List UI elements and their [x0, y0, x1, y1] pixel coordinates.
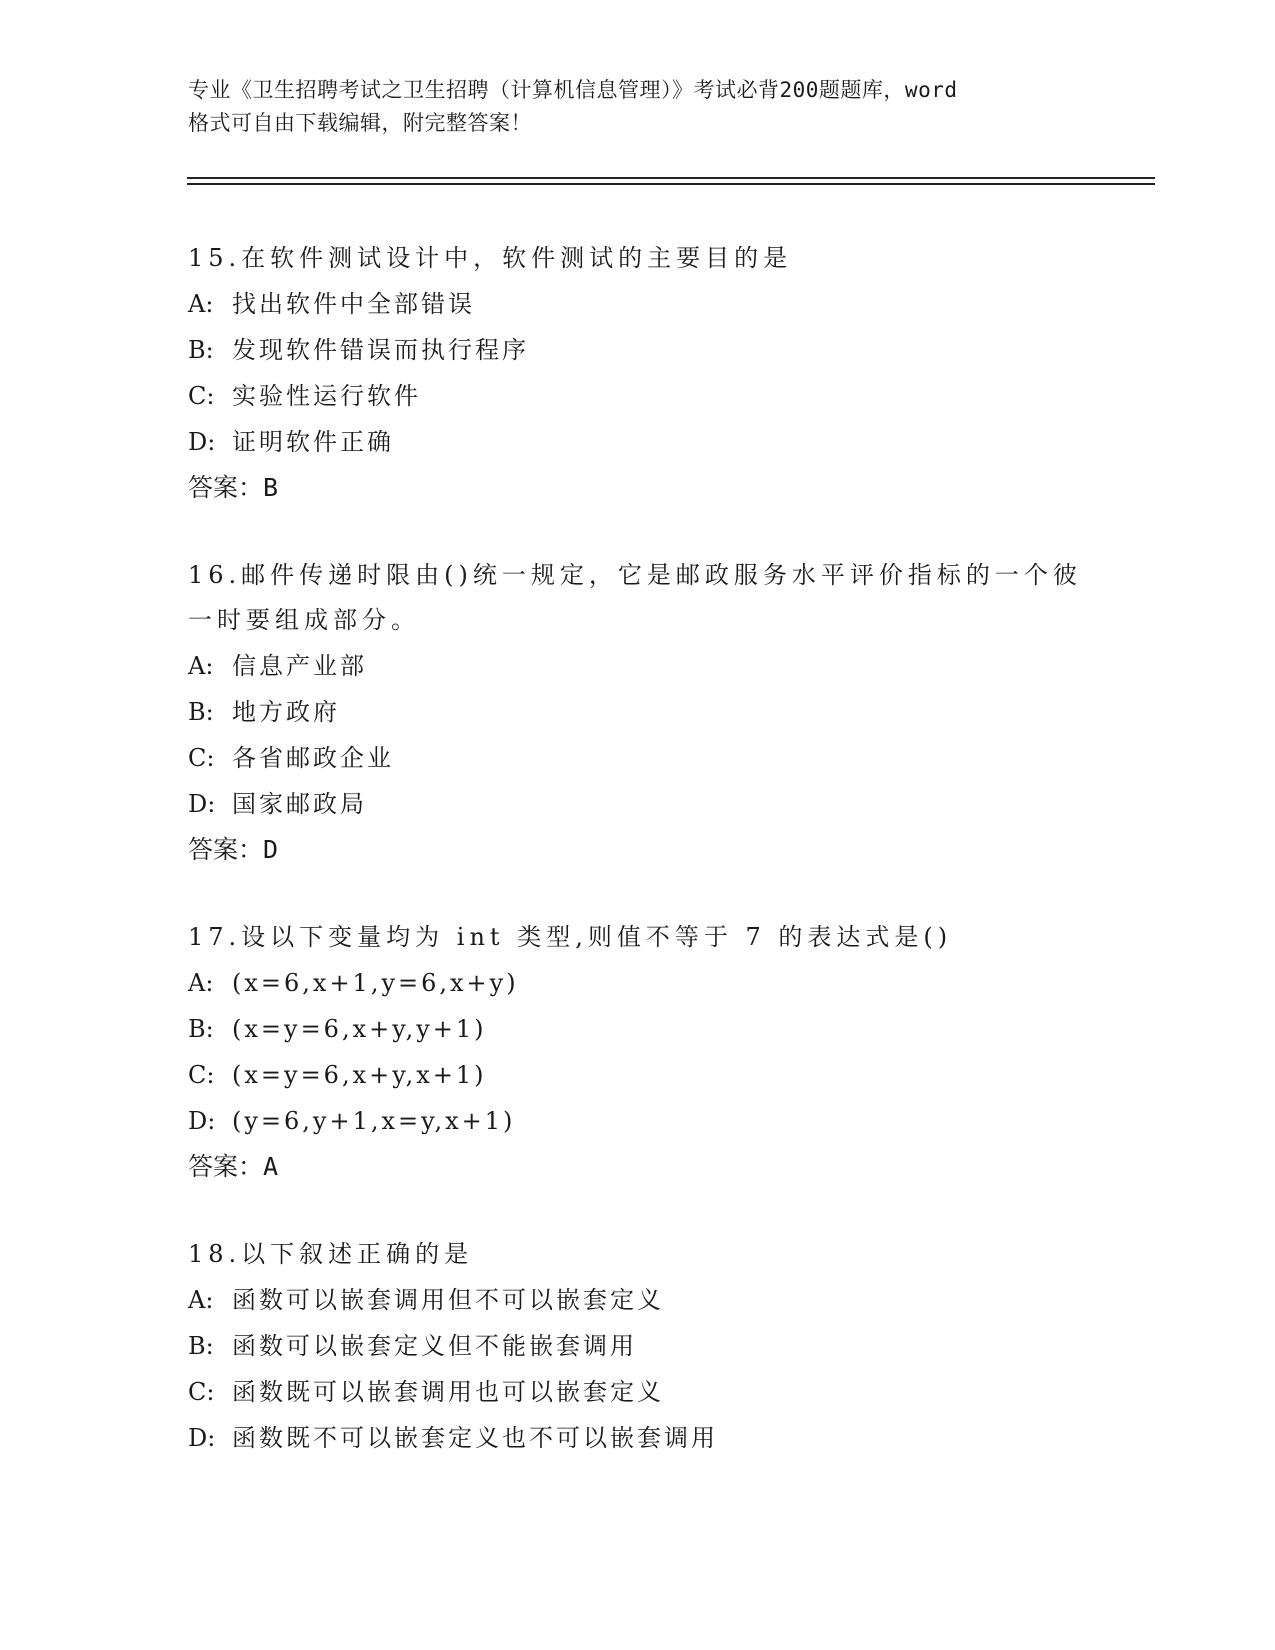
option-c: [188, 1052, 1088, 1098]
option-text: (x=y=6,x+y,y+1): [232, 1015, 487, 1043]
question-list: [188, 236, 1088, 1503]
option-text: 函数既不可以嵌套定义也不可以嵌套调用: [232, 1424, 718, 1452]
option-text: 发现软件错误而执行程序: [232, 336, 529, 364]
option-text: (x=6,x+1,y=6,x+y): [232, 969, 519, 997]
question-text: 18.以下叙述正确的是: [188, 1240, 474, 1268]
option-letter: B:: [188, 698, 214, 726]
option-text: 证明软件正确: [232, 428, 394, 456]
option-text: 函数可以嵌套调用但不可以嵌套定义: [232, 1286, 664, 1314]
header-divider-bottom: [187, 183, 1155, 185]
option-letter: A:: [188, 969, 214, 997]
option-d: [188, 1415, 1088, 1461]
option-b: [188, 1006, 1088, 1052]
answer-label: 答案：B: [188, 473, 279, 502]
option-letter: B:: [188, 336, 214, 364]
option-text: 信息产业部: [232, 652, 367, 680]
option-letter: C:: [188, 1061, 215, 1089]
question-15: [188, 236, 1088, 511]
answer-label: 答案：D: [188, 835, 279, 864]
option-a: [188, 643, 1088, 689]
header-divider-top: [187, 177, 1155, 179]
question-17: [188, 915, 1088, 1190]
option-letter: A:: [188, 1286, 214, 1314]
question-text: 16.邮件传递时限由()统一规定，它是邮政服务水平评价指标的一个彼 一时要组成部分。: [188, 561, 1082, 634]
option-a: [188, 960, 1088, 1006]
option-d: [188, 1098, 1088, 1144]
option-letter: B:: [188, 1015, 214, 1043]
option-text: 各省邮政企业: [232, 744, 394, 772]
option-letter: D:: [188, 1107, 216, 1135]
option-letter: C:: [188, 744, 215, 772]
option-c: [188, 735, 1088, 781]
option-letter: D:: [188, 428, 216, 456]
option-text: 实验性运行软件: [232, 382, 421, 410]
option-text: 国家邮政局: [232, 790, 367, 818]
question-18: [188, 1232, 1088, 1461]
option-letter: A:: [188, 652, 214, 680]
option-b: [188, 327, 1088, 373]
option-text: (x=y=6,x+y,x+1): [232, 1061, 487, 1089]
answer-label: 答案：A: [188, 1152, 279, 1181]
option-letter: B:: [188, 1332, 214, 1360]
option-b: [188, 689, 1088, 735]
option-letter: C:: [188, 382, 215, 410]
option-c: [188, 1369, 1088, 1415]
question-text: 17.设以下变量均为 int 类型,则值不等于 7 的表达式是(): [188, 923, 953, 951]
option-letter: D:: [188, 790, 216, 818]
option-letter: D:: [188, 1424, 216, 1452]
option-a: [188, 281, 1088, 327]
option-letter: A:: [188, 290, 214, 318]
option-c: [188, 373, 1088, 419]
option-a: [188, 1277, 1088, 1323]
question-text: 15.在软件测试设计中，软件测试的主要目的是: [188, 244, 793, 272]
option-text: 找出软件中全部错误: [232, 290, 475, 318]
option-d: [188, 781, 1088, 827]
option-b: [188, 1323, 1088, 1369]
option-text: 函数可以嵌套定义但不能嵌套调用: [232, 1332, 637, 1360]
option-letter: C:: [188, 1378, 215, 1406]
option-text: (y=6,y+1,x=y,x+1): [232, 1107, 516, 1135]
document-header: 专业《卫生招聘考试之卫生招聘（计算机信息管理）》考试必背200题题库，word 格式可自由下载编辑，附完整答案！: [188, 78, 958, 135]
question-16: [188, 553, 1088, 873]
option-text: 地方政府: [232, 698, 340, 726]
option-text: 函数既可以嵌套调用也可以嵌套定义: [232, 1378, 664, 1406]
option-d: [188, 419, 1088, 465]
